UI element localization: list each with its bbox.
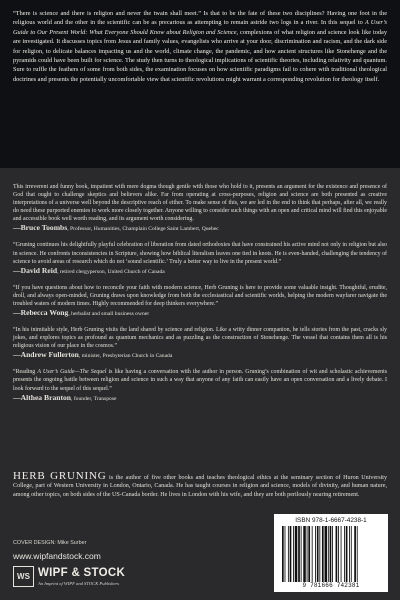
- endorser-name: —Althea Branton: [13, 392, 72, 402]
- description-part-1: “There is science and there is religion and never the twain shall meet.” Is that to be the fate of these two disciplines? Having one foot in the religious world and the other in the scientific can be as precarious as attempting to remain astride two logs in a river. In this sequel to: [13, 10, 387, 27]
- endorsement: [13, 284, 387, 319]
- endorsement-quote: This irreverent and funny book, impatient with mere dogma though gentle with those who hold to it, presents an argument for the existence and presence of God that ought to challenge skeptics and believers alike. Far from operating at cross-purposes, religion and science are both presented as creative interpretations of a universe well beyond the descriptive reach of either. To make sense of this, we are led in the end to think that perhaps, after all, we really do need these purported enemies to work more closely together. Anyone willing to consider such things with an open and critical mind will find this enjoyable and accessible book well worth reading, and its argument worth considering.: [13, 184, 387, 223]
- isbn-label: ISBN 978-1-6667-4238-1: [295, 517, 367, 524]
- endorsement-attribution: [13, 223, 387, 234]
- endorsement: [13, 241, 387, 276]
- isbn-barcode: [274, 514, 388, 592]
- endorsement: [13, 368, 387, 403]
- cover-design-credit: COVER DESIGN: Mike Surber: [13, 540, 87, 546]
- endorsement-quote: [13, 368, 387, 392]
- endorsement-quote: “In his inimitable style, Herb Gruning visits the land shared by science and religion. Like a witty dinner companion, he tells stories from the past, cracks sly jokes, and explores topics as profound as quantum mechanics and as puzzling as the construction of Stonehenge. The vessel that contains them all is his religious vision of our place in the cosmos.”: [13, 327, 387, 350]
- endorsement-attribution: [13, 350, 387, 361]
- publisher-logo-icon: WS: [13, 566, 34, 587]
- author-name: HERB GRUNING: [13, 470, 107, 482]
- endorser-role: , founder, Transpose: [71, 395, 117, 402]
- publisher-imprint: An Imprint of WIPF and STOCK Publishers: [38, 581, 120, 586]
- prequel-title: A User’s Guide to Our Present World: What Everyone Should Know about Religion and Science: [13, 19, 387, 36]
- book-description: [13, 9, 387, 84]
- endorser-name: —Andrew Fullerton: [13, 350, 79, 360]
- publisher-block: [13, 566, 173, 590]
- publisher-website: www.wipfandstock.com: [13, 551, 101, 561]
- endorsement: [13, 326, 387, 361]
- endorsement-attribution: [13, 266, 387, 277]
- endorser-role: , Professor, Humanities, Champlain College Saint Lambert, Quebec: [67, 226, 219, 233]
- author-bio-text: is the author of five other books and teaches theological ethics at the seminary section of Huron University College, part of Western University in London, Ontario, Canada. He has taught courses in religion and science, models of divinity, and human nature, among other topics, on both sides of the US-Canada border. He lives in London with his wife, and they are both perilously nearing retirement.: [13, 475, 388, 498]
- barcode-bars-icon: [280, 526, 382, 582]
- endorser-role: , minister, Presbyterian Church in Canada: [78, 353, 173, 360]
- endorsements: [13, 183, 387, 411]
- endorsement: [13, 183, 387, 234]
- quote-part-2: is like having a conversation with the author in person. Gruning’s combination of wit and scholastic achievements presents the ongoing battle between religion and science in such a way that anyone of any faith can easily have an open conversation and a lively debate. I look forward to the sequel of this sequel.”: [13, 369, 387, 392]
- endorser-role: , retired clergyperson, United Church of Canada: [57, 268, 165, 275]
- description-part-2: , complexions of what religion and science look like today are investigated. It discusses topics from Jesus and family values, evangelists who arrive at your door, discrimination and racism, and the dark side for religion, to delicate balances impacting us and the world, climate change, the pandemic, and how ancient structures like Stonehenge and the pyramids could have been built for science. The study then turns to theological implications of scientific theories, including relativity and quantum. Sure to ruffle the feathers of some from both sides, the examination focuses on how scientific paradigms fail to cohere with traditional theological doctrines and presents the potentially uncomfortable view that scientific revolutions might warrant a corresponding revolution for theology itself.: [13, 28, 387, 83]
- quote-part-1: “Reading: [13, 369, 38, 376]
- author-bio: [13, 472, 387, 499]
- endorsement-quote: “If you have questions about how to reconcile your faith with modern science, Herb Gruning is here to provide some valuable insight. Thoughtful, erudite, droll, and always open-minded, Gruning draws upon knowledge from both the ecclesiastical and scientific worlds, helping the modern wayfarer navigate the troubled waters of modern times. Highly recommended for deep thinkers everywhere.”: [13, 284, 387, 307]
- sequel-title: A User’s Guide—The Sequel: [37, 369, 107, 376]
- barcode-digits: 9 781666 742381: [302, 582, 360, 589]
- publisher-name: WIPF & STOCK: [38, 567, 126, 579]
- endorsement-quote: “Gruning continues his delightfully playful celebration of liberation from dated orthodoxies that have constrained his active mind not only in religion but also in science. He confronts inconsistencies in Scripture, showing how biblical literalism leaves one tied in knots. He is even-handed, challenging the tendency of science to avoid areas of research which do not ‘sound scientific.’ Truly a better way to live in the present world.”: [13, 242, 387, 265]
- endorsement-attribution: [13, 308, 387, 319]
- endorser-name: —Bruce Toombs: [13, 223, 68, 233]
- endorser-name: —Rebecca Wong: [13, 308, 69, 318]
- endorser-role: , herbalist and small business owner: [68, 311, 150, 318]
- endorsement-attribution: [13, 393, 387, 404]
- endorser-name: —David Reid: [13, 265, 58, 275]
